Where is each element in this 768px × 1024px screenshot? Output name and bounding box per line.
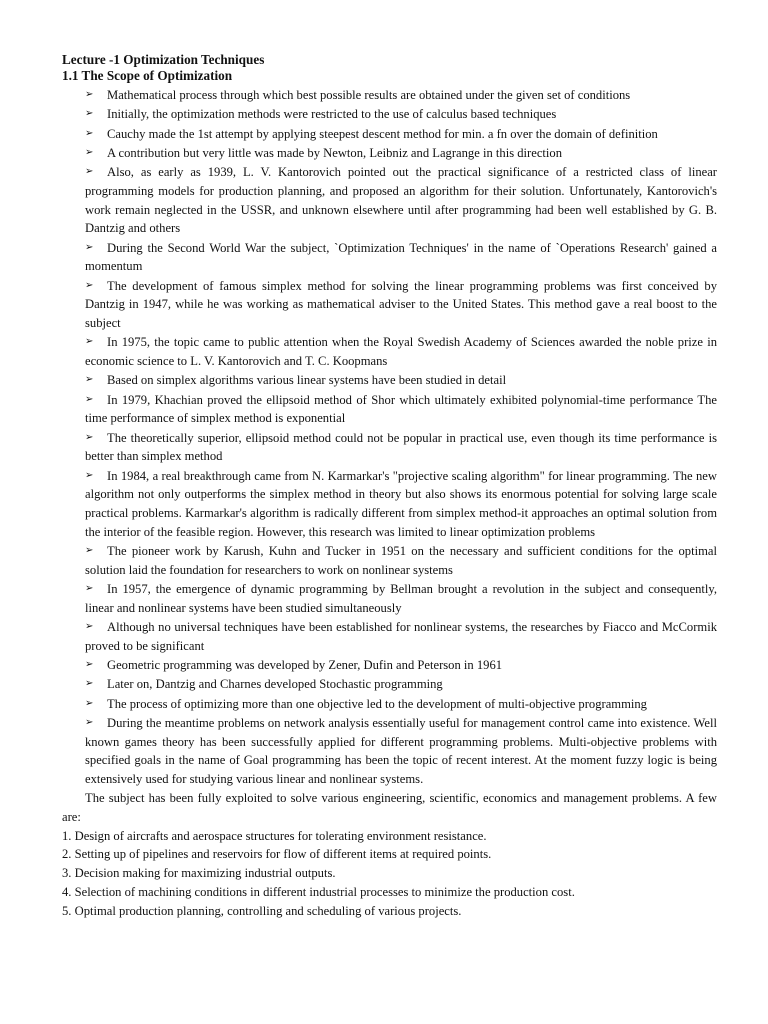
arrow-bullet-icon: ➢ bbox=[85, 697, 94, 709]
bullet-item: ➢ Cauchy made the 1st attempt by applying steepest descent method for min. a fn over the domain of definition bbox=[62, 125, 717, 144]
arrow-bullet-icon: ➢ bbox=[85, 146, 94, 158]
body-paragraph: The subject has been fully exploited to solve various engineering, scientific, economics and management problems. A few are: bbox=[62, 791, 717, 824]
arrow-bullet-icon: ➢ bbox=[85, 89, 94, 100]
bullet-item: ➢ In 1975, the topic came to public attention when the Royal Swedish Academy of Sciences awarded the noble prize in economic science to L. V. Kantorovich and T. C. Koopmans bbox=[85, 335, 717, 368]
arrow-bullet-icon: ➢ bbox=[85, 678, 94, 690]
arrow-bullet-icon: ➢ bbox=[85, 374, 94, 386]
bullet-item: ➢ In 1984, a real breakthrough came from N. Karmarkar's "projective scaling algorithm" for linear programming. The new algorithm not only outperforms the simplex method in theory but also shows its enormous potential for solving large scale practical problems. Karmarkar's algorithm is radically different from simplex method-it approaches an optimal solution from the interior of the feasible region. However, this research was limited to linear optimization problems bbox=[85, 468, 717, 539]
arrow-bullet-icon: ➢ bbox=[85, 716, 94, 728]
arrow-bullet-icon: ➢ bbox=[85, 393, 94, 405]
numbered-item: 1. Design of aircrafts and aerospace structures for tolerating environment resistance. bbox=[62, 828, 487, 843]
lecture-title: Lecture -1 Optimization Techniques bbox=[62, 52, 265, 67]
arrow-bullet-icon: ➢ bbox=[85, 336, 94, 348]
bullet-item: ➢ The process of optimizing more than one objective led to the development of multi-objective programming bbox=[62, 695, 717, 714]
numbered-item: 2. Setting up of pipelines and reservoirs for flow of different items at required points. bbox=[62, 847, 492, 862]
numbered-item: 3. Decision making for maximizing industrial outputs. bbox=[62, 866, 336, 881]
arrow-bullet-icon: ➢ bbox=[85, 127, 94, 139]
bullet-item: ➢ In 1957, the emergence of dynamic programming by Bellman brought a revolution in the subject and consequently, linear and nonlinear systems have been studied simultaneously bbox=[85, 582, 717, 615]
section-heading: 1.1 The Scope of Optimization bbox=[62, 68, 233, 83]
arrow-bullet-icon: ➢ bbox=[85, 241, 94, 253]
arrow-bullet-icon: ➢ bbox=[85, 469, 94, 481]
bullet-item: ➢ During the meantime problems on network analysis essentially useful for management control came into existence. Well known games theory has been successfully applied for different programming problems. Multi-objective problems with specified goals in the name of Goal programming has been the topic of recent interest. At the moment fuzzy logic is being extensively used for studying various linear and nonlinear systems. bbox=[85, 715, 717, 786]
numbered-list bbox=[62, 827, 717, 921]
bullet-item: ➢ Mathematical process through which best possible results are obtained under the given set of conditions bbox=[62, 86, 717, 105]
arrow-bullet-icon: ➢ bbox=[85, 621, 94, 632]
arrow-bullet-icon: ➢ bbox=[85, 279, 94, 291]
arrow-bullet-icon: ➢ bbox=[85, 659, 94, 670]
bullet-item: ➢ Initially, the optimization methods were restricted to the use of calculus based techniques bbox=[62, 105, 717, 124]
arrow-bullet-icon: ➢ bbox=[85, 108, 94, 120]
bullet-item: ➢ During the Second World War the subject, `Optimization Techniques' in the name of `Operations Research' gained a momentum bbox=[85, 240, 717, 274]
arrow-bullet-icon: ➢ bbox=[85, 545, 94, 556]
bullet-item: ➢ Later on, Dantzig and Charnes developed Stochastic programming bbox=[62, 675, 717, 694]
bullet-item: ➢ Geometric programming was developed by Zener, Dufin and Peterson in 1961 bbox=[62, 656, 717, 675]
bullet-item: ➢ A contribution but very little was made by Newton, Leibniz and Lagrange in this direction bbox=[62, 144, 717, 163]
arrow-bullet-icon: ➢ bbox=[85, 166, 94, 178]
bullet-item: ➢ The development of famous simplex method for solving the linear programming problems was first conceived by Dantzig in 1947, while he was working as mathematical adviser to the United States. This method gave a real boost to the subject bbox=[85, 278, 717, 330]
bullet-list bbox=[62, 86, 717, 789]
bullet-item: ➢ The pioneer work by Karush, Kuhn and Tucker in 1951 on the necessary and sufficient conditions for the optimal solution laid the foundation for researchers to work on nonlinear systems bbox=[85, 544, 717, 577]
arrow-bullet-icon: ➢ bbox=[85, 431, 94, 443]
bullet-item: ➢ Based on simplex algorithms various linear systems have been studied in detail bbox=[62, 371, 717, 390]
bullet-item: ➢ In 1979, Khachian proved the ellipsoid method of Shor which ultimately exhibited polynomial-time performance The time performance of simplex method is exponential bbox=[85, 392, 717, 426]
numbered-item: 5. Optimal production planning, controlling and scheduling of various projects. bbox=[62, 903, 462, 918]
bullet-item: ➢ Also, as early as 1939, L. V. Kantorovich pointed out the practical significance of a restricted class of linear programming models for production planning, and proposed an algorithm for their solution. Unfortunately, Kantorovich's work remain neglected in the USSR, and unknown elsewhere until after programming had been well established by G. B. Dantzig and others bbox=[85, 165, 717, 236]
numbered-item: 4. Selection of machining conditions in different industrial processes to minimize the production cost. bbox=[62, 884, 575, 899]
bullet-item: ➢ Although no universal techniques have been established for nonlinear systems, the researches by Fiacco and McCormik proved to be significant bbox=[85, 620, 717, 653]
arrow-bullet-icon: ➢ bbox=[85, 583, 94, 594]
bullet-item: ➢ The theoretically superior, ellipsoid method could not be popular in practical use, even though its time performance is better than simplex method bbox=[85, 430, 717, 464]
